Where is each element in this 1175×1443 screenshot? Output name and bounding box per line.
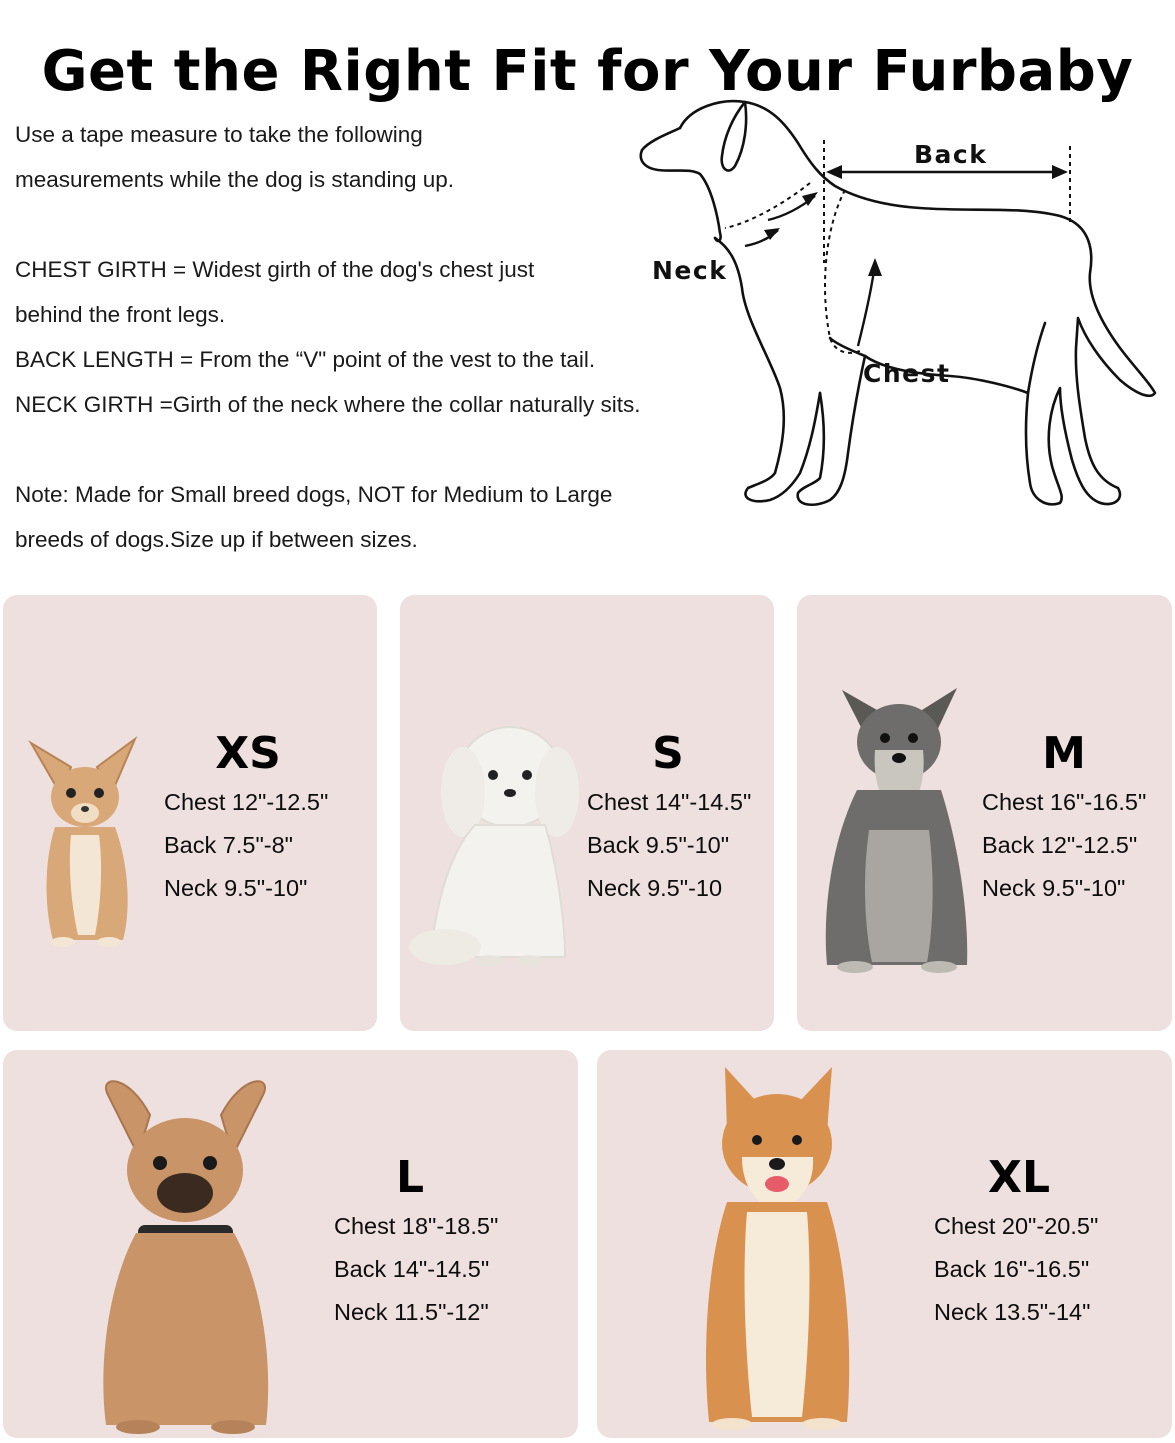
chest-girth-line-1: CHEST GIRTH = Widest girth of the dog's chest just xyxy=(15,257,535,282)
back-value: Back 12"-12.5" xyxy=(982,832,1138,858)
size-card-m xyxy=(797,595,1172,1031)
size-label-xl: XL xyxy=(988,1152,1050,1203)
note-line-1: Note: Made for Small breed dogs, NOT for Medium to Large xyxy=(15,482,613,507)
chest-value: Chest 14"-14.5" xyxy=(587,789,752,815)
maltese-photo-icon xyxy=(405,707,580,972)
size-card-l xyxy=(3,1050,578,1438)
size-card-s xyxy=(400,595,774,1031)
neck-value: Neck 9.5"-10" xyxy=(164,875,308,901)
size-label-l: L xyxy=(395,1152,425,1203)
dog-outline-icon xyxy=(620,88,1160,528)
back-value: Back 14"-14.5" xyxy=(334,1256,490,1282)
size-card-xs xyxy=(3,595,377,1031)
dog-measurement-diagram xyxy=(620,88,1160,528)
note-line-2: breeds of dogs.Size up if between sizes. xyxy=(15,527,418,552)
back-length-text: BACK LENGTH = From the “V" point of the vest to the tail. xyxy=(15,347,596,372)
measurements-s xyxy=(587,781,751,910)
intro-line-1: Use a tape measure to take the following xyxy=(15,122,423,147)
measurements-l xyxy=(334,1205,498,1334)
measurements-xs xyxy=(164,781,328,910)
neck-girth-text: NECK GIRTH =Girth of the neck where the collar naturally sits. xyxy=(15,392,641,417)
back-value: Back 9.5"-10" xyxy=(587,832,730,858)
french-bulldog-photo-icon xyxy=(98,1075,273,1435)
back-value: Back 16"-16.5" xyxy=(934,1256,1090,1282)
neck-value: Neck 9.5"-10 xyxy=(587,875,723,901)
schnauzer-photo-icon xyxy=(817,680,972,975)
chest-label: Chest xyxy=(863,359,951,388)
chest-value: Chest 20"-20.5" xyxy=(934,1213,1099,1239)
neck-value: Neck 11.5"-12" xyxy=(334,1299,489,1325)
chest-value: Chest 16"-16.5" xyxy=(982,789,1147,815)
measurements-xl xyxy=(934,1205,1098,1334)
chihuahua-photo-icon xyxy=(23,735,158,950)
back-value: Back 7.5"-8" xyxy=(164,832,294,858)
neck-value: Neck 9.5"-10" xyxy=(982,875,1126,901)
measurements-m xyxy=(982,781,1146,910)
chest-value: Chest 12"-12.5" xyxy=(164,789,329,815)
size-label-s: S xyxy=(652,728,684,779)
chest-girth-line-2: behind the front legs. xyxy=(15,302,226,327)
intro-line-2: measurements while the dog is standing up. xyxy=(15,167,455,192)
back-label: Back xyxy=(914,140,988,169)
neck-label: Neck xyxy=(652,256,728,285)
chest-value: Chest 18"-18.5" xyxy=(334,1213,499,1239)
page-title: Get the Right Fit for Your Furbaby xyxy=(41,38,1134,104)
shiba-inu-photo-icon xyxy=(697,1062,857,1432)
size-card-xl xyxy=(597,1050,1172,1438)
size-label-xs: XS xyxy=(215,728,281,779)
size-label-m: M xyxy=(1042,728,1086,779)
neck-value: Neck 13.5"-14" xyxy=(934,1299,1091,1325)
